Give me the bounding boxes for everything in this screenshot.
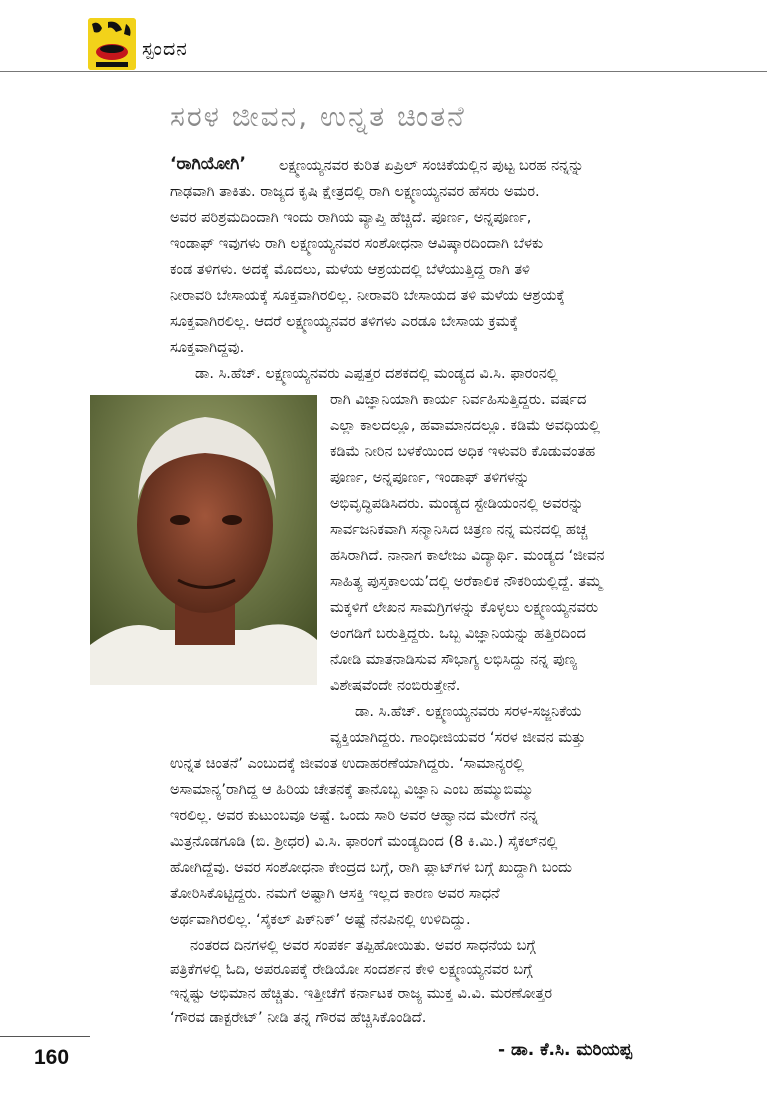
body-line: ಸಾಹಿತ್ಯ ಪುಸ್ತಕಾಲಯ’ದಲ್ಲಿ ಅರೆಕಾಲಿಕ ನೌಕರಿಯಲ್ಲಿದ್ದೆ. ತಮ್ಮ <box>330 574 602 590</box>
body-line: ಕಂಡ ತಳಿಗಳು. ಅದಕ್ಕೆ ಮೊದಲು, ಮಳೆಯ ಆಶ್ರಯದಲ್ಲಿ ಬೆಳೆಯುತ್ತಿದ್ದ ರಾಗಿ ತಳಿ <box>170 262 530 278</box>
article-title: ಸರಳ ಜೀವನ, ಉನ್ನತ ಚಿಂತನೆ <box>170 100 466 133</box>
body-line: ಪತ್ರಿಕೆಗಳಲ್ಲಿ ಓದಿ, ಅಪರೂಪಕ್ಕೆ ರೇಡಿಯೋ ಸಂದರ್ಶನ ಕೇಳಿ ಲಕ್ಷ್ಮಣಯ್ಯನವರ ಬಗ್ಗೆ <box>170 962 533 978</box>
body-line: ವಿಶೇಷವೆಂದೇ ನಂಬಿರುತ್ತೇನೆ. <box>330 678 461 694</box>
body-line: ಅಸಾಮಾನ್ಯ’ರಾಗಿದ್ದ ಆ ಹಿರಿಯ ಚೇತನಕ್ಕೆ ತಾನೊಬ್ಬ ವಿಜ್ಞಾನಿ ಎಂಬ ಹಮ್ಮುಬಿಮ್ಮು <box>170 782 534 798</box>
body-line: ಮಕ್ಕಳಿಗೆ ಲೇಖನ ಸಾಮಗ್ರಿಗಳನ್ನು ಕೊಳ್ಳಲು ಲಕ್ಷ್ಮಣಯ್ಯನವರು <box>330 600 599 616</box>
body-line: ಇಂಡಾಫ್ ಇವುಗಳು ರಾಗಿ ಲಕ್ಷ್ಮಣಯ್ಯನವರ ಸಂಶೋಧನಾ ಆವಿಷ್ಕಾರದಿಂದಾಗಿ ಬೆಳಕು <box>170 236 544 252</box>
body-line: ಅಂಗಡಿಗೆ ಬರುತ್ತಿದ್ದರು. ಒಬ್ಬ ವಿಜ್ಞಾನಿಯನ್ನು ಹತ್ತಿರದಿಂದ <box>330 626 586 642</box>
body-line: ಇರಲಿಲ್ಲ. ಅವರ ಕುಟುಂಬವೂ ಅಷ್ಟೆ. ಒಂದು ಸಾರಿ ಅವರ ಆಹ್ವಾನದ ಮೇರೆಗೆ ನನ್ನ <box>170 808 539 824</box>
body-line: ಸಾರ್ವಜನಿಕವಾಗಿ ಸನ್ಮಾನಿಸಿದ ಚಿತ್ರಣ ನನ್ನ ಮನದಲ್ಲಿ ಹಚ್ಚ <box>330 522 588 538</box>
body-line: ನೀರಾವರಿ ಬೇಸಾಯಕ್ಕೆ ಸೂಕ್ತವಾಗಿರಲಿಲ್ಲ. ನೀರಾವರಿ ಬೇಸಾಯದ ತಳಿ ಮಳೆಯ ಆಶ್ರಯಕ್ಕೆ <box>170 288 565 304</box>
body-line: ಲಕ್ಷ್ಮಣಯ್ಯನವರ ಕುರಿತ ಏಪ್ರಿಲ್ ಸಂಚಿಕೆಯಲ್ಲಿನ ಪುಟ್ಟ ಬರಹ ನನ್ನನ್ನು <box>279 158 584 174</box>
body-line: ಹೋಗಿದ್ದೆವು. ಅವರ ಸಂಶೋಧನಾ ಕೇಂದ್ರದ ಬಗ್ಗೆ, ರಾಗಿ ಪ್ಲಾಟ್‌ಗಳ ಬಗ್ಗೆ ಖುದ್ದಾಗಿ ಬಂದು <box>170 860 573 876</box>
footer-divider <box>0 1036 90 1037</box>
body-line: ವ್ಯಕ್ತಿಯಾಗಿದ್ದರು. ಗಾಂಧೀಜಿಯವರ ‘ಸರಳ ಜೀವನ ಮತ್ತು <box>330 730 586 746</box>
body-line: ಗಾಢವಾಗಿ ತಾಕಿತು. ರಾಜ್ಯದ ಕೃಷಿ ಕ್ಷೇತ್ರದಲ್ಲಿ ರಾಗಿ ಲಕ್ಷ್ಮಣಯ್ಯನವರ ಹೆಸರು ಅಮರ. <box>170 184 540 200</box>
article-lead: ‘ರಾಗಿಯೋಗಿ’ <box>170 154 246 174</box>
page-number: 160 <box>34 1046 70 1069</box>
portrait-photo <box>90 395 317 685</box>
body-line: ಸೂಕ್ತವಾಗಿರಲಿಲ್ಲ. ಆದರೆ ಲಕ್ಷ್ಮಣಯ್ಯನವರ ತಳಿಗಳು ಎರಡೂ ಬೇಸಾಯ ಕ್ರಮಕ್ಕೆ <box>170 314 519 330</box>
body-line: ಅವರ ಪರಿಶ್ರಮದಿಂದಾಗಿ ಇಂದು ರಾಗಿಯ ವ್ಯಾಪ್ತಿ ಹೆಚ್ಚಿದೆ. ಪೂರ್ಣ, ಅನ್ನಪೂರ್ಣ, <box>170 210 532 226</box>
body-line: ಅರ್ಥವಾಗಿರಲಿಲ್ಲ. ‘ಸೈಕಲ್ ಪಿಕ್‌ನಿಕ್’ ಅಷ್ಟೆ ನೆನಪಿನಲ್ಲಿ ಉಳಿದಿದ್ದು. <box>170 912 471 928</box>
body-line: ಕಡಿಮೆ ನೀರಿನ ಬಳಕೆಯಿಂದ ಅಧಿಕ ಇಳುವರಿ ಕೊಡುವಂತಹ <box>330 444 596 460</box>
body-line: ಅಭಿವೃದ್ಧಿಪಡಿಸಿದರು. ಮಂಡ್ಯದ ಸ್ಟೇಡಿಯಂನಲ್ಲಿ ಅವರನ್ನು <box>330 496 584 512</box>
body-line: ಸೂಕ್ತವಾಗಿದ್ದವು. <box>170 340 245 356</box>
body-line: ರಾಗಿ ವಿಜ್ಞಾನಿಯಾಗಿ ಕಾರ್ಯ ನಿರ್ವಹಿಸುತ್ತಿದ್ದರು. ವರ್ಷದ <box>330 392 587 408</box>
body-line: ಎಲ್ಲಾ ಕಾಲದಲ್ಲೂ, ಹವಾಮಾನದಲ್ಲೂ. ಕಡಿಮೆ ಅವಧಿಯಲ್ಲಿ <box>330 418 600 434</box>
body-line: ನಂತರದ ದಿನಗಳಲ್ಲಿ ಅವರ ಸಂಪರ್ಕ ತಪ್ಪಿಹೋಯಿತು. ಅವರ ಸಾಧನೆಯ ಬಗ್ಗೆ <box>190 938 536 954</box>
body-line: ‘ಗೌರವ ಡಾಕ್ಟರೇಟ್’ ನೀಡಿ ತನ್ನ ಗೌರವ ಹೆಚ್ಚಿಸಿಕೊಂಡಿದೆ. <box>170 1010 427 1026</box>
body-line: ನೋಡಿ ಮಾತನಾಡಿಸುವ ಸೌಭಾಗ್ಯ ಲಭಿಸಿದ್ದು ನನ್ನ ಪುಣ್ಯ <box>330 652 578 668</box>
body-line: ಪೂರ್ಣ, ಅನ್ನಪೂರ್ಣ, ಇಂಡಾಫ್ ತಳಿಗಳನ್ನು <box>330 470 530 486</box>
section-title: ಸ್ಪಂದನ <box>142 38 188 60</box>
body-line: ಡಾ. ಸಿ.ಹೆಚ್. ಲಕ್ಷ್ಮಣಯ್ಯನವರು ಎಪ್ಪತ್ತರ ದಶಕದಲ್ಲಿ ಮಂಡ್ಯದ ವಿ.ಸಿ. ಫಾರಂನಲ್ಲಿ <box>195 366 558 382</box>
body-line: ಉನ್ನತ ಚಿಂತನೆ’ ಎಂಬುದಕ್ಕೆ ಜೀವಂತ ಉದಾಹರಣೆಯಾಗಿದ್ದರು. ‘ಸಾಮಾನ್ಯರಲ್ಲಿ <box>170 756 525 772</box>
body-line: ಹಸಿರಾಗಿದೆ. ನಾನಾಗ ಕಾಲೇಜು ವಿದ್ಯಾರ್ಥಿ. ಮಂಡ್ಯದ ‘ಜೀವನ <box>330 548 605 564</box>
body-line: ತೋರಿಸಿಕೊಟ್ಟಿದ್ದರು. ನಮಗೆ ಅಷ್ಟಾಗಿ ಆಸಕ್ತಿ ಇಲ್ಲದ ಕಾರಣ ಅವರ ಸಾಧನೆ <box>170 886 500 902</box>
body-line: ಇನ್ನಷ್ಟು ಅಭಿಮಾನ ಹೆಚ್ಚಿತು. ಇತ್ತೀಚೆಗೆ ಕರ್ನಾಟಕ ರಾಜ್ಯ ಮುಕ್ತ ವಿ.ವಿ. ಮರಣೋತ್ತರ <box>170 986 553 1002</box>
body-line: ಡಾ. ಸಿ.ಹೆಚ್. ಲಕ್ಷ್ಮಣಯ್ಯನವರು ಸರಳ-ಸಜ್ಜನಿಕೆಯ <box>355 704 582 720</box>
header-divider <box>0 71 767 72</box>
body-line: ಮಿತ್ರನೊಡಗೂಡಿ (ಬಿ. ಶ್ರೀಧರ) ವಿ.ಸಿ. ಫಾರಂಗೆ ಮಂಡ್ಯದಿಂದ (8 ಕಿ.ಮಿ.) ಸೈಕಲ್‌ನಲ್ಲಿ <box>170 834 558 850</box>
author-signature: - ಡಾ. ಕೆ.ಸಿ. ಮರಿಯಪ್ಪ <box>498 1040 632 1060</box>
magazine-logo-icon <box>88 18 136 70</box>
